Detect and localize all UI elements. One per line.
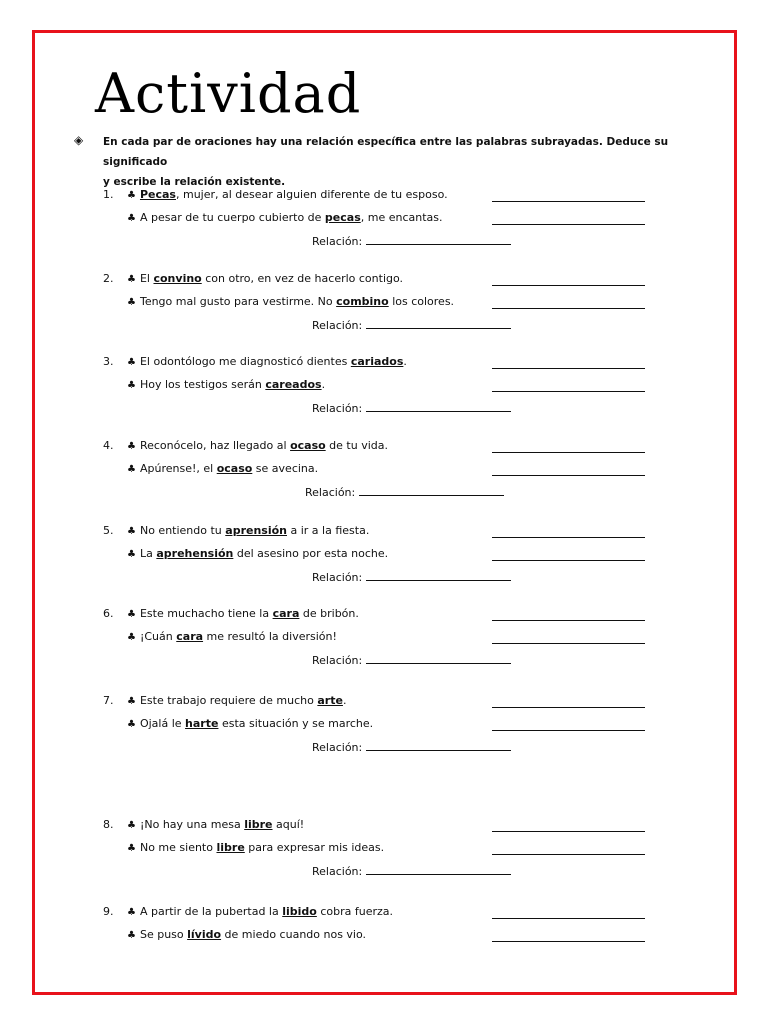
relation-row: [312, 401, 511, 415]
answer-line[interactable]: [492, 274, 645, 286]
answer-line[interactable]: [492, 190, 645, 202]
sentence-text: de tu vida.: [325, 439, 388, 452]
sentence-text: de miedo cuando nos vio.: [221, 928, 367, 941]
club-bullet-icon: ♣: [127, 820, 136, 831]
sentence-text: El: [139, 272, 154, 285]
instructions: [103, 132, 703, 192]
underlined-word: careados: [265, 378, 322, 391]
underlined-word: combino: [336, 295, 389, 308]
sentence-text: .: [321, 378, 326, 391]
sentence-text: El odontólogo me diagnosticó dientes: [139, 355, 351, 368]
sentence-text: Este muchacho tiene la: [139, 607, 273, 620]
relation-label: Relación:: [312, 741, 363, 754]
underlined-word: arte: [317, 694, 343, 707]
sentence-text: ¡No hay una mesa: [139, 818, 245, 831]
answer-line[interactable]: [492, 297, 645, 309]
club-bullet-icon: ♣: [127, 719, 136, 730]
page-title: Actividad: [95, 62, 362, 125]
sentence-text: aquí!: [272, 818, 305, 831]
answer-line[interactable]: [492, 526, 645, 538]
sentence-text: Tengo mal gusto para vestirme. No: [139, 295, 337, 308]
relation-label: Relación:: [312, 235, 363, 248]
sentence-text: Apúrense!, el: [139, 462, 217, 475]
underlined-word: aprehensión: [156, 547, 234, 560]
sentence: [127, 841, 384, 854]
relation-answer-line[interactable]: [366, 234, 511, 245]
item-number: 2.: [103, 272, 114, 285]
item-number: 6.: [103, 607, 114, 620]
relation-row: [312, 740, 511, 754]
relation-label: Relación:: [312, 319, 363, 332]
sentence-text: La: [139, 547, 157, 560]
relation-row: [312, 653, 511, 667]
answer-line[interactable]: [492, 549, 645, 561]
club-bullet-icon: ♣: [127, 632, 136, 643]
club-bullet-icon: ♣: [127, 464, 136, 475]
sentence-text: esta situación y se marche.: [218, 717, 374, 730]
diamond-bullet-icon: ◈: [74, 133, 84, 147]
sentence-text: a ir a la fiesta.: [287, 524, 370, 537]
sentence: [127, 211, 443, 224]
answer-line[interactable]: [492, 696, 645, 708]
club-bullet-icon: ♣: [127, 274, 136, 285]
item-number: 7.: [103, 694, 114, 707]
sentence-text: .: [403, 355, 407, 368]
club-bullet-icon: ♣: [127, 609, 136, 620]
club-bullet-icon: ♣: [127, 213, 136, 224]
answer-line[interactable]: [492, 719, 645, 731]
answer-line[interactable]: [492, 464, 645, 476]
instructions-line-2: y escribe la relación existente.: [103, 176, 286, 188]
underlined-word: lívido: [187, 928, 222, 941]
underlined-word: libre: [244, 818, 273, 831]
underlined-word: aprensión: [225, 524, 287, 537]
relation-row: [312, 570, 511, 584]
underlined-word: Pecas: [139, 188, 176, 201]
item-number: 5.: [103, 524, 114, 537]
sentence-text: los colores.: [388, 295, 455, 308]
sentence-text: , me encantas.: [360, 211, 443, 224]
answer-line[interactable]: [492, 632, 645, 644]
sentence: [127, 607, 359, 620]
relation-answer-line[interactable]: [366, 740, 511, 751]
sentence: [127, 355, 407, 368]
sentence: [127, 694, 346, 707]
underlined-word: ocaso: [290, 439, 326, 452]
underlined-word: cara: [272, 607, 300, 620]
underlined-word: libido: [282, 905, 317, 918]
sentence-text: Reconócelo, haz llegado al: [139, 439, 291, 452]
underlined-word: cara: [176, 630, 204, 643]
sentence-text: para expresar mis ideas.: [244, 841, 385, 854]
sentence-text: Hoy los testigos serán: [139, 378, 266, 391]
sentence: [127, 272, 403, 285]
sentence-text: A pesar de tu cuerpo cubierto de: [139, 211, 325, 224]
club-bullet-icon: ♣: [127, 843, 136, 854]
sentence-text: A partir de la pubertad la: [139, 905, 283, 918]
relation-row: [305, 485, 504, 499]
club-bullet-icon: ♣: [127, 907, 136, 918]
sentence-text: cobra fuerza.: [316, 905, 394, 918]
relation-row: [312, 318, 511, 332]
sentence: [127, 547, 388, 560]
sentence-text: del asesino por esta noche.: [233, 547, 389, 560]
sentence-text: Este trabajo requiere de mucho: [139, 694, 318, 707]
answer-line[interactable]: [492, 820, 645, 832]
underlined-word: convino: [153, 272, 202, 285]
item-number: 8.: [103, 818, 114, 831]
item-number: 3.: [103, 355, 114, 368]
sentence: [127, 188, 448, 201]
sentence: [127, 295, 454, 308]
sentence-text: Se puso: [139, 928, 188, 941]
instructions-line-1: En cada par de oraciones hay una relación específica entre las palabras subrayadas. Deduce su significado: [103, 136, 669, 168]
relation-answer-line[interactable]: [366, 318, 511, 329]
sentence: [127, 462, 318, 475]
club-bullet-icon: ♣: [127, 930, 136, 941]
sentence: [127, 928, 366, 941]
relation-label: Relación:: [312, 402, 363, 415]
relation-answer-line[interactable]: [366, 864, 511, 875]
sentence-text: se avecina.: [252, 462, 319, 475]
answer-line[interactable]: [492, 380, 645, 392]
sentence: [127, 630, 337, 643]
relation-label: Relación:: [312, 654, 363, 667]
relation-row: [312, 864, 511, 878]
club-bullet-icon: ♣: [127, 380, 136, 391]
sentence: [127, 905, 393, 918]
underlined-word: ocaso: [216, 462, 253, 475]
club-bullet-icon: ♣: [127, 297, 136, 308]
sentence: [127, 378, 325, 391]
club-bullet-icon: ♣: [127, 549, 136, 560]
sentence-text: Ojalá le: [139, 717, 186, 730]
club-bullet-icon: ♣: [127, 190, 136, 201]
underlined-word: harte: [185, 717, 219, 730]
answer-line[interactable]: [492, 441, 645, 453]
sentence-text: con otro, en vez de hacerlo contigo.: [201, 272, 404, 285]
relation-row: [312, 234, 511, 248]
sentence-text: , mujer, al desear alguien diferente de tu esposo.: [175, 188, 448, 201]
relation-label: Relación:: [312, 571, 363, 584]
relation-answer-line[interactable]: [366, 401, 511, 412]
answer-line[interactable]: [492, 907, 645, 919]
sentence-text: No me siento: [139, 841, 217, 854]
answer-line[interactable]: [492, 843, 645, 855]
item-number: 9.: [103, 905, 114, 918]
underlined-word: libre: [216, 841, 245, 854]
sentence-text: me resultó la diversión!: [203, 630, 337, 643]
club-bullet-icon: ♣: [127, 526, 136, 537]
relation-label: Relación:: [305, 486, 356, 499]
underlined-word: pecas: [324, 211, 361, 224]
relation-label: Relación:: [312, 865, 363, 878]
answer-line[interactable]: [492, 609, 645, 621]
item-number: 1.: [103, 188, 114, 201]
sentence: [127, 524, 369, 537]
sentence-text: .: [342, 694, 347, 707]
relation-answer-line[interactable]: [366, 570, 511, 581]
item-number: 4.: [103, 439, 114, 452]
sentence: [127, 717, 373, 730]
sentence: [127, 439, 388, 452]
relation-answer-line[interactable]: [366, 653, 511, 664]
club-bullet-icon: ♣: [127, 441, 136, 452]
sentence-text: de bribón.: [299, 607, 359, 620]
answer-line[interactable]: [492, 213, 645, 225]
club-bullet-icon: ♣: [127, 696, 136, 707]
underlined-word: cariados: [350, 355, 404, 368]
club-bullet-icon: ♣: [127, 357, 136, 368]
relation-answer-line[interactable]: [359, 485, 504, 496]
sentence-text: ¡Cuán: [139, 630, 177, 643]
answer-line[interactable]: [492, 357, 645, 369]
sentence: [127, 818, 304, 831]
sentence-text: No entiendo tu: [139, 524, 226, 537]
answer-line[interactable]: [492, 930, 645, 942]
